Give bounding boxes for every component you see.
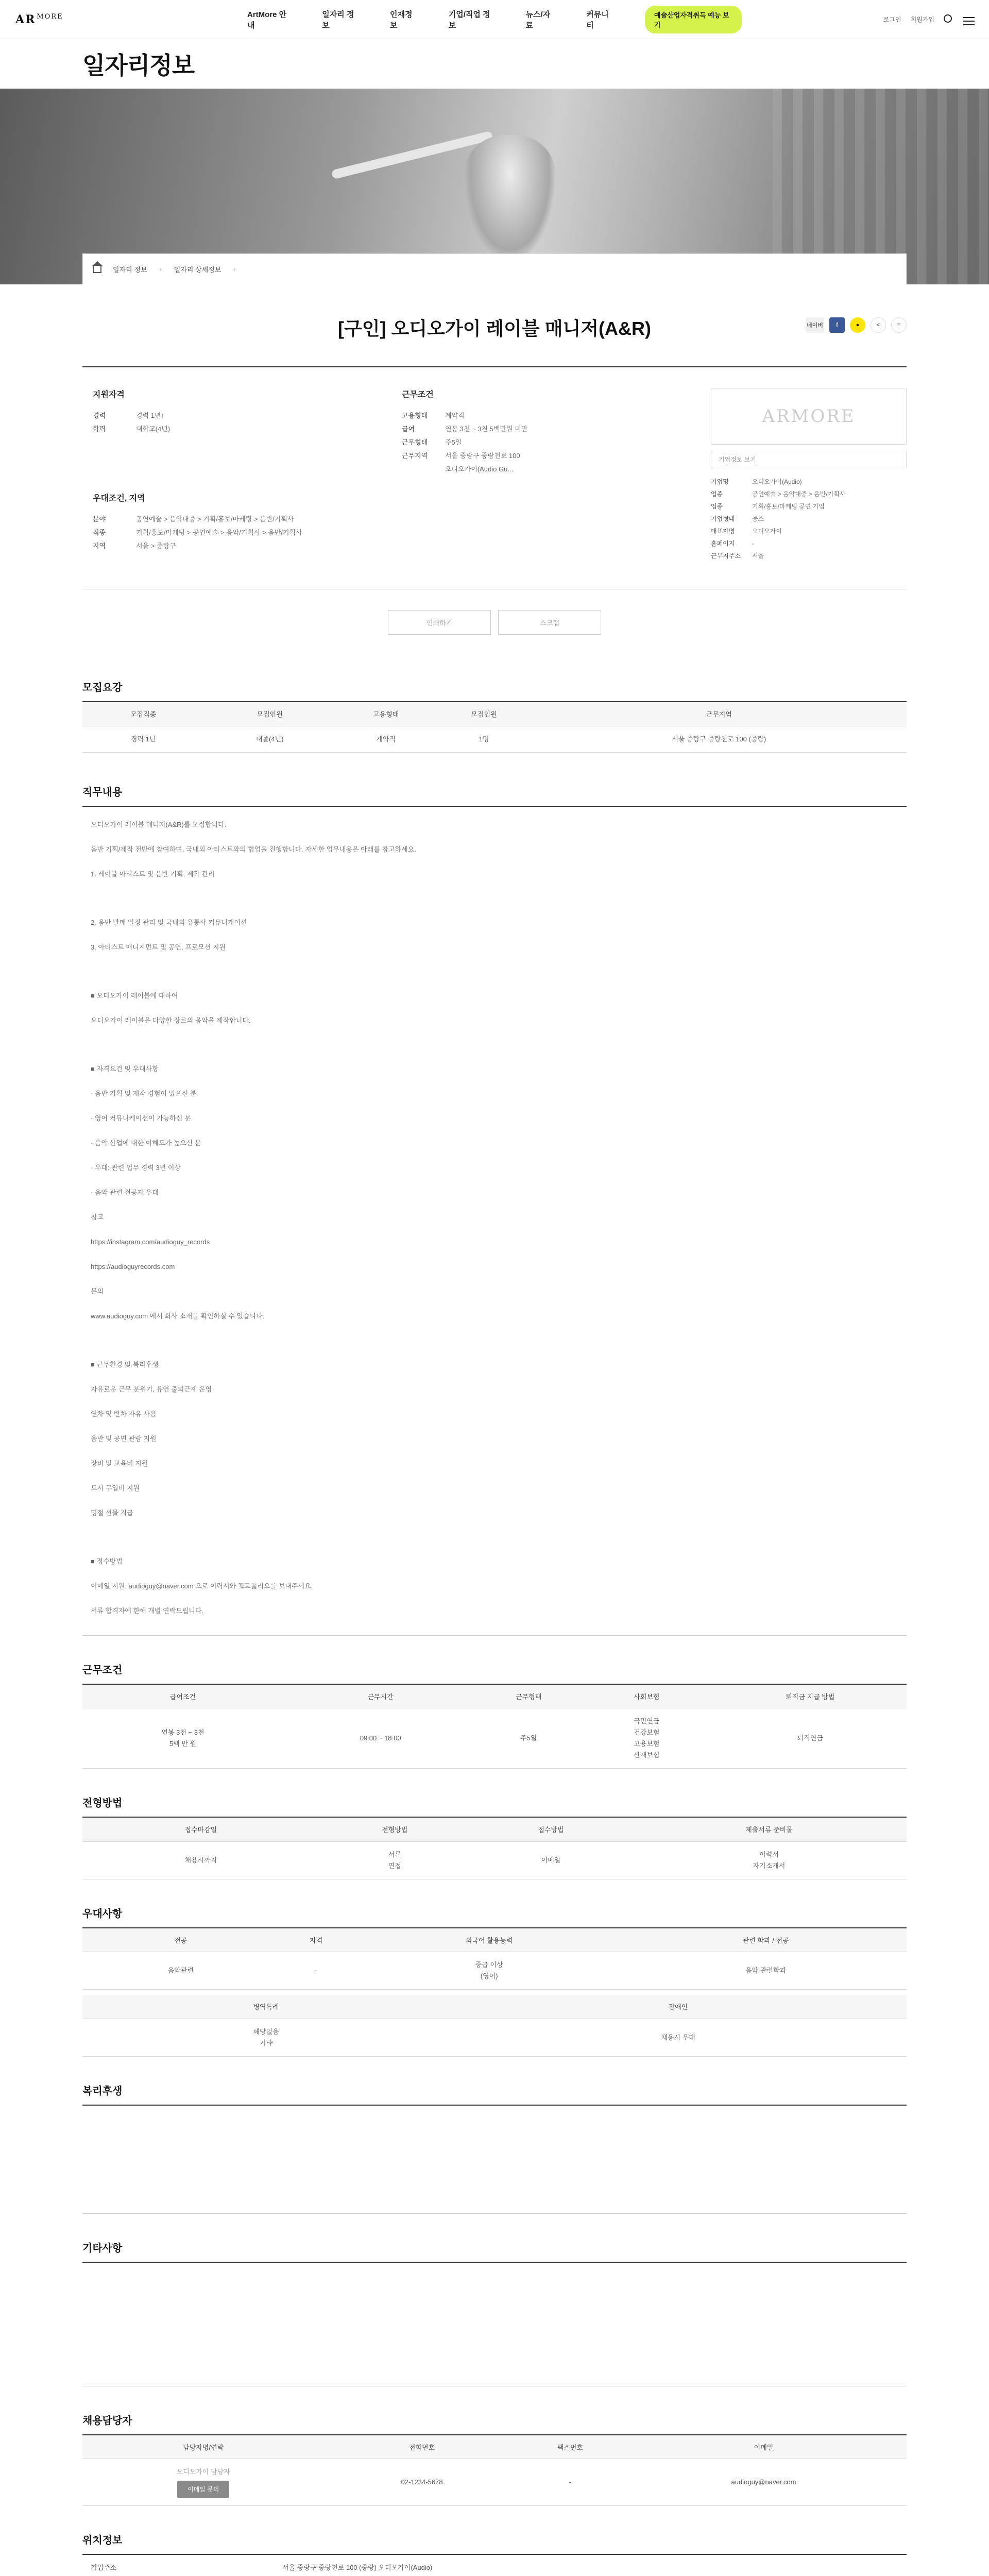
contact-section: 채용담당자 담당자명/연락 전화번호 팩스번호 이메일 오디오가이 담당자 이메일 문의 02-1234-5678 - audioguy@naver.com: [82, 2412, 907, 2506]
recruit-table: 모집직종 모집인원 고용형태 모집인원 근무지역 경력 1년 대졸(4년) 계약직 1명 서울 중랑구 중랑천로 100 (중랑): [82, 702, 907, 753]
duty-paragraph: 음반 기획/제작 전반에 참여하며, 국내외 아티스트와의 협업을 진행합니다. 자세한 업무내용은 아래를 참고하세요.: [91, 845, 416, 853]
duty-paragraph: 장비 및 교육비 지원: [91, 1459, 148, 1467]
contact-email[interactable]: audioguy@naver.com: [621, 2459, 907, 2506]
apply-table: 접수마감일 전형방법 접수방법 제출서류 준비물 채용시까지 서류 면접 이메일 이력서 자기소개서: [82, 1818, 907, 1879]
search-icon[interactable]: [944, 14, 954, 25]
menu-item-community[interactable]: 커뮤니티: [586, 10, 609, 30]
preference-box: 우대조건, 지역 분야 공연예술 > 음악대중 > 기획/홍보/마케팅 > 음반/기획사 직종 기획/홍보/마케팅 > 공연예술 > 음악/기획사 > 음반/기획사 지역 서울 > 중랑구: [93, 494, 302, 550]
main-menu: [247, 6, 742, 33]
duty-paragraph: ■ 자격요건 및 우대사항: [91, 1064, 159, 1073]
home-icon[interactable]: [93, 266, 101, 273]
company-info-button[interactable]: 기업정보 보기: [711, 450, 907, 468]
duty-section: 직무내용 오디오가이 레이블 매니저(A&R)를 모집합니다. 음반 기획/제작 전반에 참여하며, 국내외 아티스트와의 협업을 진행합니다. 자세한 업무내용은 아래를 참고하세요. 1. 레이블 아티스트 및 음반 기획, 제작 관리 2. 음반 발매 일정 관리 및 국내외 유통사 커뮤니케이션 3. 아티스트 매니지먼트 및 공연, 프로모션 지원 ■ 오디오가이 레이블에 대하여 오디오가이 레이블은 다양한 장르의 음악을 제작합니다. ■ 자격요건 및 우대사항 · 음반 기획 및 제작 경험이 있으신 분 · 영어 커뮤니케이션이 가능하신 분 · 음악 산업에 대한 이해도가 높으신 분 · 우대: 관련 업무 경력 3년 이상 · 음악 관련 전공자 우대 참고 https://instagram.com/audioguy_records https://audioguyrecords.com 문의 www.audioguy.com 에서 회사 소개를 확인하실 수 있습니다. ■ 근무환경 및 복리후생 자유로운 근무 분위기, 유연 출퇴근제 운영 연차 및 반차 자유 사용 음반 및 공연 관람 지원 장비 및 교육비 지원 도서 구입비 지원 명절 선물 지급 ■ 접수방법 이메일 지원: audioguy@naver.com 으로 이력서와 포트폴리오를 보내주세요. 서류 합격자에 한해 개별 연락드립니다.: [82, 784, 907, 1636]
menu-item-artmore[interactable]: ArtMore 안내: [247, 10, 287, 30]
duty-paragraph: 3. 아티스트 매니지먼트 및 공연, 프로모션 지원: [91, 943, 226, 951]
site-logo[interactable]: AR $^{MORE}$: [15, 12, 63, 26]
util-menu: [883, 14, 974, 25]
hamburger-menu-icon[interactable]: [963, 14, 974, 25]
duty-paragraph: ■ 오디오가이 레이블에 대하여: [91, 991, 178, 999]
preference-section: 우대사항 전공 자격 외국어 활용능력 관련 학과 / 전공 음악관련 - 중급 이상 (영어) 음악 관련학과 병역특례 장애인 해당없음 기타 채용시 우대: [82, 1905, 907, 2057]
duty-paragraph: ■ 접수방법: [91, 1557, 123, 1565]
cta-button[interactable]: 예술산업자격취득 예능 보기: [645, 6, 742, 33]
job-title: [구인] 오디오가이 레이블 매니저(A&R): [337, 318, 652, 339]
duty-paragraph: [91, 1532, 898, 1543]
duty-paragraph: [91, 893, 898, 904]
duty-paragraph: 참고: [91, 1213, 104, 1221]
apply-section: 전형방법 접수마감일 전형방법 접수방법 제출서류 준비물 채용시까지 서류 면접 이메일 이력서 자기소개서: [82, 1794, 907, 1879]
duty-paragraph: 이메일 지원: audioguy@naver.com 으로 이력서와 포트폴리오를 보내주세요.: [91, 1582, 313, 1590]
signup-link[interactable]: 회원가입: [910, 16, 934, 23]
share-icon[interactable]: <: [871, 317, 886, 333]
contact-table: 담당자명/연락 전화번호 팩스번호 이메일 오디오가이 담당자 이메일 문의 02-1234-5678 - audioguy@naver.com: [82, 2435, 907, 2506]
share-buttons: [806, 317, 907, 333]
duty-paragraph: · 음반 기획 및 제작 경험이 있으신 분: [91, 1089, 197, 1097]
duty-paragraph: 명절 선물 지급: [91, 1509, 133, 1517]
breadcrumb: 일자리 정보 › 일자리 상세정보 ›: [82, 253, 907, 284]
duty-paragraph: · 영어 커뮤니케이션이 가능하신 분: [91, 1114, 191, 1122]
welfare-section: 복리후생: [82, 2082, 907, 2214]
login-link[interactable]: 로그인: [883, 16, 901, 23]
duty-paragraph: · 음악 산업에 대한 이해도가 높으신 분: [91, 1139, 201, 1147]
facebook-share-button[interactable]: f: [829, 317, 845, 333]
work-section: 근무조건 급여조건 근무시간 근무형태 사회보험 퇴직금 지급 방법 연봉 3천 ~ 3천 5백 만 원 09:00 ~ 18:00 주5일 국민연금 건강보험 고용보험 산재보험 퇴직연금: [82, 1662, 907, 1769]
duty-paragraph: 2. 음반 발매 일정 관리 및 국내외 유통사 커뮤니케이션: [91, 918, 247, 926]
scrap-button[interactable]: 스크랩: [498, 610, 601, 635]
duty-paragraph: 문의: [91, 1287, 104, 1295]
menu-item-company[interactable]: 기업/직업 정보: [448, 10, 490, 30]
duty-paragraph: https://audioguyrecords.com: [91, 1262, 175, 1270]
duty-paragraph: 도서 구입비 지원: [91, 1484, 140, 1492]
job-summary: [82, 367, 907, 589]
work-table: 급여조건 근무시간 근무형태 사회보험 퇴직금 지급 방법 연봉 3천 ~ 3천 5백 만 원 09:00 ~ 18:00 주5일 국민연금 건강보험 고용보험 산재보험 퇴직연금: [82, 1685, 907, 1769]
menu-item-news[interactable]: 뉴스/자료: [525, 10, 551, 30]
duty-paragraph: 음반 및 공연 관람 지원: [91, 1434, 157, 1443]
company-logo: ARMORE: [711, 388, 907, 445]
page-title: 일자리정보: [82, 52, 195, 79]
breadcrumb-item-jobs[interactable]: 일자리 정보: [113, 266, 147, 274]
kakao-share-icon[interactable]: ●: [850, 317, 865, 333]
recruit-section: 모집요강 모집직종 모집인원 고용형태 모집인원 근무지역 경력 1년 대졸(4년) 계약직 1명 서울 중랑구 중랑천로 100 (중랑): [82, 679, 907, 753]
breadcrumb-item-detail[interactable]: 일자리 상세정보: [174, 266, 221, 274]
duty-paragraph: 서류 합격자에 한해 개별 연락드립니다.: [91, 1606, 203, 1615]
duty-paragraph: · 음악 관련 전공자 우대: [91, 1188, 159, 1196]
print-button[interactable]: 인쇄하기: [388, 610, 491, 635]
duty-paragraph: ■ 근무환경 및 복리후생: [91, 1360, 159, 1368]
location-section: 위치정보 기업주소 서울 중랑구 중랑천로 100 (중랑) 오디오가이(Audio): [82, 2532, 907, 2576]
duty-paragraph: 오디오가이 레이블은 다양한 장르의 음악을 제작합니다.: [91, 1016, 251, 1024]
duty-paragraph: [91, 1040, 898, 1050]
duty-paragraph: [91, 967, 898, 977]
preference-table-2: 병역특례 장애인 해당없음 기타 채용시 우대: [82, 1995, 907, 2057]
duty-paragraph: · 우대: 관련 업무 경력 3년 이상: [91, 1163, 181, 1172]
print-icon[interactable]: ≡: [891, 317, 907, 333]
duty-paragraph: www.audioguy.com 에서 회사 소개를 확인하실 수 있습니다.: [91, 1312, 265, 1320]
location-table: 기업주소 서울 중랑구 중랑천로 100 (중랑) 오디오가이(Audio): [82, 2555, 907, 2576]
etc-section: 기타사항: [82, 2240, 907, 2386]
company-card: ARMORE 기업정보 보기 기업명 오디오가이(Audio) 업종 공연예술 > 음악대중 > 음반/기획사 업종 기획/홍보/마케팅 공연 기업 기업형태 중소 대표자명 오디오가이 홈페이지 - 근무지주소 서울: [701, 388, 907, 568]
duty-description: [82, 807, 907, 1636]
duty-paragraph: 1. 레이블 아티스트 및 음반 기획, 제작 관리: [91, 870, 215, 878]
preference-table: 전공 자격 외국어 활용능력 관련 학과 / 전공 음악관련 - 중급 이상 (영어) 음악 관련학과: [82, 1928, 907, 1990]
contact-email-button[interactable]: 이메일 문의: [177, 2481, 229, 2498]
duty-paragraph: 오디오가이 레이블 매니저(A&R)를 모집합니다.: [91, 820, 227, 828]
requirements-box: 지원자격 경력 경력 1년↑ 학력 대학교(4년): [93, 391, 170, 433]
conditions-box: 근무조건 고용형태 계약직 급여 연봉 3천 ~ 3천 5백만원 미만 근무형태 주5일 근무지역 서울 중랑구 중랑천로 100 오디오가이(Audio Gu...: [402, 391, 528, 473]
naver-share-button[interactable]: 네이버: [806, 317, 824, 333]
duty-paragraph: https://instagram.com/audioguy_records: [91, 1238, 210, 1246]
global-nav: [0, 0, 989, 39]
duty-paragraph: [91, 1335, 898, 1346]
duty-paragraph: 연차 및 반차 자유 사용: [91, 1410, 157, 1418]
menu-item-jobs[interactable]: 일자리 정보: [322, 10, 354, 30]
menu-item-talent[interactable]: 인재정보: [389, 10, 413, 30]
duty-paragraph: 자유로운 근무 분위기, 유연 출퇴근제 운영: [91, 1385, 212, 1393]
